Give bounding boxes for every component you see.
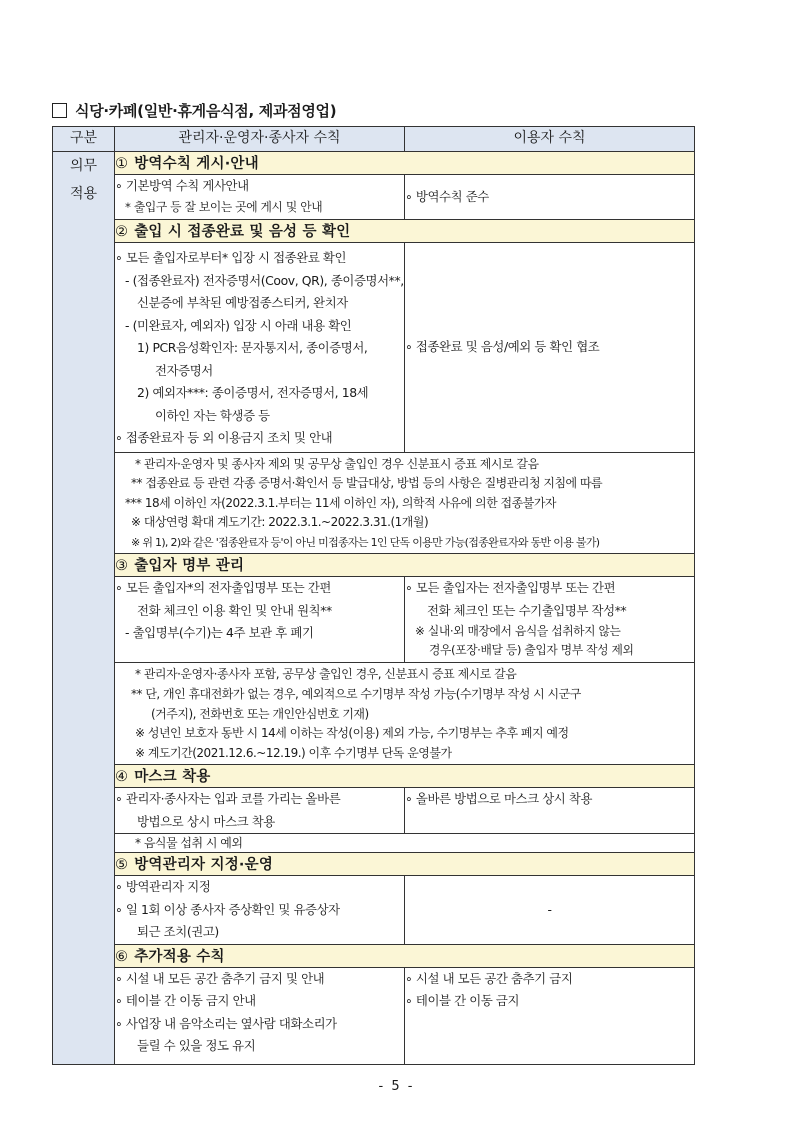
s2-mgr-line: 이하인 자는 학생증 등: [155, 407, 270, 423]
header-manager: 관리자·운영자·종사자 수칙: [115, 127, 405, 152]
s3-note: * 관리자·운영자·종사자 포함, 공무상 출입인 경우, 신분표시 증표 제시로 갈음: [135, 667, 517, 682]
s2-mgr-line: - (접종완료자) 전자증명서(Coov, QR), 종이증명서**,: [125, 272, 404, 288]
section-2-heading: [115, 220, 695, 243]
s2-mgr-line: - (미완료자, 예외자) 입장 시 아래 내용 확인: [125, 317, 352, 333]
section-2-number: ②: [115, 224, 129, 240]
section-4-title: 마스크 착용: [134, 769, 211, 786]
s3-mgr-line: - 출입명부(수기)는 4주 보관 후 폐기: [125, 625, 314, 641]
s5-mgr-line: ∘ 일 1회 이상 종사자 증상확인 및 유증상자: [115, 901, 340, 917]
s3-mgr-line: 전화 체크인 이용 확인 및 안내 원칙**: [137, 602, 332, 618]
section-4-manager-rules: [115, 788, 405, 834]
s1-mgr-line: * 출입구 등 잘 보이는 곳에 게시 및 안내: [125, 199, 323, 214]
s6-mgr-line: ∘ 테이블 간 이동 금지 안내: [115, 993, 256, 1009]
s2-note: ※ 위 1), 2)와 같은 '접종완료자 등'이 아닌 미접종자는 1인 단독 이용만 가능(접종완료자와 동반 이용 불가): [131, 535, 600, 549]
section-1-manager-rules: [115, 175, 405, 220]
s2-mgr-line: 전자증명서: [155, 362, 213, 378]
section-2-manager-rules: [115, 243, 405, 453]
s6-user-line: ∘ 시설 내 모든 공간 춤추기 금지: [405, 970, 573, 986]
s6-user-line: ∘ 테이블 간 이동 금지: [405, 993, 520, 1009]
header-user: 이용자 수칙: [405, 127, 695, 152]
s2-user-line: ∘ 접종완료 및 음성/예외 등 확인 협조: [405, 339, 600, 354]
s2-mgr-line: ∘ 접종완료자 등 외 이용금지 조치 및 안내: [115, 430, 333, 445]
section-6-number: ⑥: [115, 948, 129, 965]
page-number: - 5 -: [378, 1079, 415, 1094]
s5-mgr-line: 퇴근 조치(권고): [137, 924, 219, 940]
section-4-note: [115, 834, 695, 853]
s3-note: (거주지), 전화번호 또는 개인안심번호 기재): [151, 706, 369, 721]
s3-user-line: ※ 실내·외 매장에서 음식을 섭취하지 않는: [415, 624, 621, 639]
s5-user-line: -: [547, 901, 552, 917]
s2-note: ※ 대상연령 확대 계도기간: 2022.3.1.~2022.3.31.(1개월): [131, 515, 429, 530]
s5-mgr-line: ∘ 방역관리자 지정: [115, 879, 211, 895]
section-3-user-rules: [405, 577, 695, 663]
section-5-manager-rules: [115, 876, 405, 945]
category-line-2: 적용: [69, 186, 98, 202]
s2-note: * 관리자·운영자 및 종사자 제외 및 공무상 출입인 경우 신분표시 증표 제시로 갈음: [135, 456, 539, 471]
section-6-heading: [115, 944, 695, 967]
title-text: 식당·카페(일반·휴게음식점, 제과점영업): [75, 102, 337, 120]
section-3-manager-rules: [115, 577, 405, 663]
section-1-title: 방역수칙 게시·안내: [134, 156, 259, 172]
section-3-title: 출입자 명부 관리: [134, 558, 245, 575]
section-2-title: 출입 시 접종완료 및 음성 등 확인: [134, 224, 351, 240]
s3-user-line: 전화 체크인 또는 수기출입명부 작성**: [427, 602, 627, 618]
s4-mgr-line: ∘ 관리자·종사자는 입과 코를 가리는 올바른: [115, 791, 341, 807]
section-4-number: ④: [115, 769, 129, 786]
section-1-user-rules: [405, 175, 695, 220]
section-5-number: ⑤: [115, 857, 129, 874]
section-2-notes: [115, 452, 695, 554]
header-category: 구분: [53, 127, 115, 152]
s3-note: ** 단, 개인 휴대전화가 없는 경우, 예외적으로 수기명부 작성 가능(수기명부 작성 시 시군구: [131, 687, 581, 702]
s6-mgr-line: 들릴 수 있을 정도 유지: [137, 1038, 256, 1054]
s1-mgr-line: ∘ 기본방역 수칙 게사안내: [115, 178, 249, 193]
page-title: [52, 100, 336, 121]
s2-mgr-line: 2) 예외자***: 종이증명서, 전자증명서, 18세: [137, 385, 369, 400]
section-2-user-rules: [405, 243, 695, 453]
section-6-user-rules: [405, 967, 695, 1064]
s2-note: ** 접종완료 등 관련 각종 증명서·확인서 등 발급대상, 방법 등의 사항은 질병관리청 지침에 따름: [131, 476, 603, 491]
s3-note: ※ 성년인 보호자 동반 시 14세 이하는 작성(이용) 제외 가능, 수기명부는 추후 폐지 예정: [135, 726, 569, 741]
s6-mgr-line: ∘ 사업장 내 음악소리는 옆사람 대화소리가: [115, 1015, 337, 1031]
section-3-number: ③: [115, 558, 129, 575]
rules-table: [52, 126, 695, 1065]
s6-mgr-line: ∘ 시설 내 모든 공간 춤추기 금지 및 안내: [115, 970, 325, 986]
s3-user-line: 경우(포장·배달 등) 출입자 명부 작성 제외: [429, 643, 634, 658]
s4-note: * 음식물 섭취 시 예외: [135, 836, 243, 851]
category-cell: [53, 152, 115, 1065]
checkbox-square-icon: [52, 103, 67, 118]
category-line-1: 의무: [69, 158, 98, 174]
section-3-heading: [115, 554, 695, 577]
s2-mgr-line: 신분증에 부착된 예방접종스티커, 완치자: [137, 295, 348, 310]
section-6-manager-rules: [115, 967, 405, 1064]
s3-user-line: ∘ 모든 출입자는 전자출입명부 또는 간편: [405, 580, 616, 596]
s3-mgr-line: ∘ 모든 출입자*의 전자출입명부 또는 간편: [115, 580, 331, 596]
s2-note: *** 18세 이하인 자(2022.3.1.부터는 11세 이하인 자), 의학적 사유에 의한 접종불가자: [125, 495, 557, 510]
s4-mgr-line: 방법으로 상시 마스크 착용: [137, 813, 275, 829]
section-1-number: ①: [115, 156, 129, 172]
section-6-title: 추가적용 수칙: [134, 948, 225, 965]
s2-mgr-line: ∘ 모든 출입자로부터* 입장 시 접종완료 확인: [115, 250, 347, 265]
section-1-heading: [115, 152, 695, 175]
s2-mgr-line: 1) PCR음성확인자: 문자통지서, 종이증명서,: [137, 340, 368, 355]
s4-user-line: ∘ 올바른 방법으로 마스크 상시 착용: [405, 791, 593, 807]
section-4-heading: [115, 765, 695, 788]
section-3-notes: [115, 663, 695, 765]
section-5-title: 방역관리자 지정·운영: [134, 857, 274, 874]
s3-note: ※ 계도기간(2021.12.6.~12.19.) 이후 수기명부 단독 운영불가: [135, 745, 452, 760]
section-5-user-rules: [405, 876, 695, 945]
section-4-user-rules: [405, 788, 695, 834]
s1-user-line: ∘ 방역수칙 준수: [405, 188, 489, 204]
header-row: [53, 127, 695, 152]
section-5-heading: [115, 853, 695, 876]
